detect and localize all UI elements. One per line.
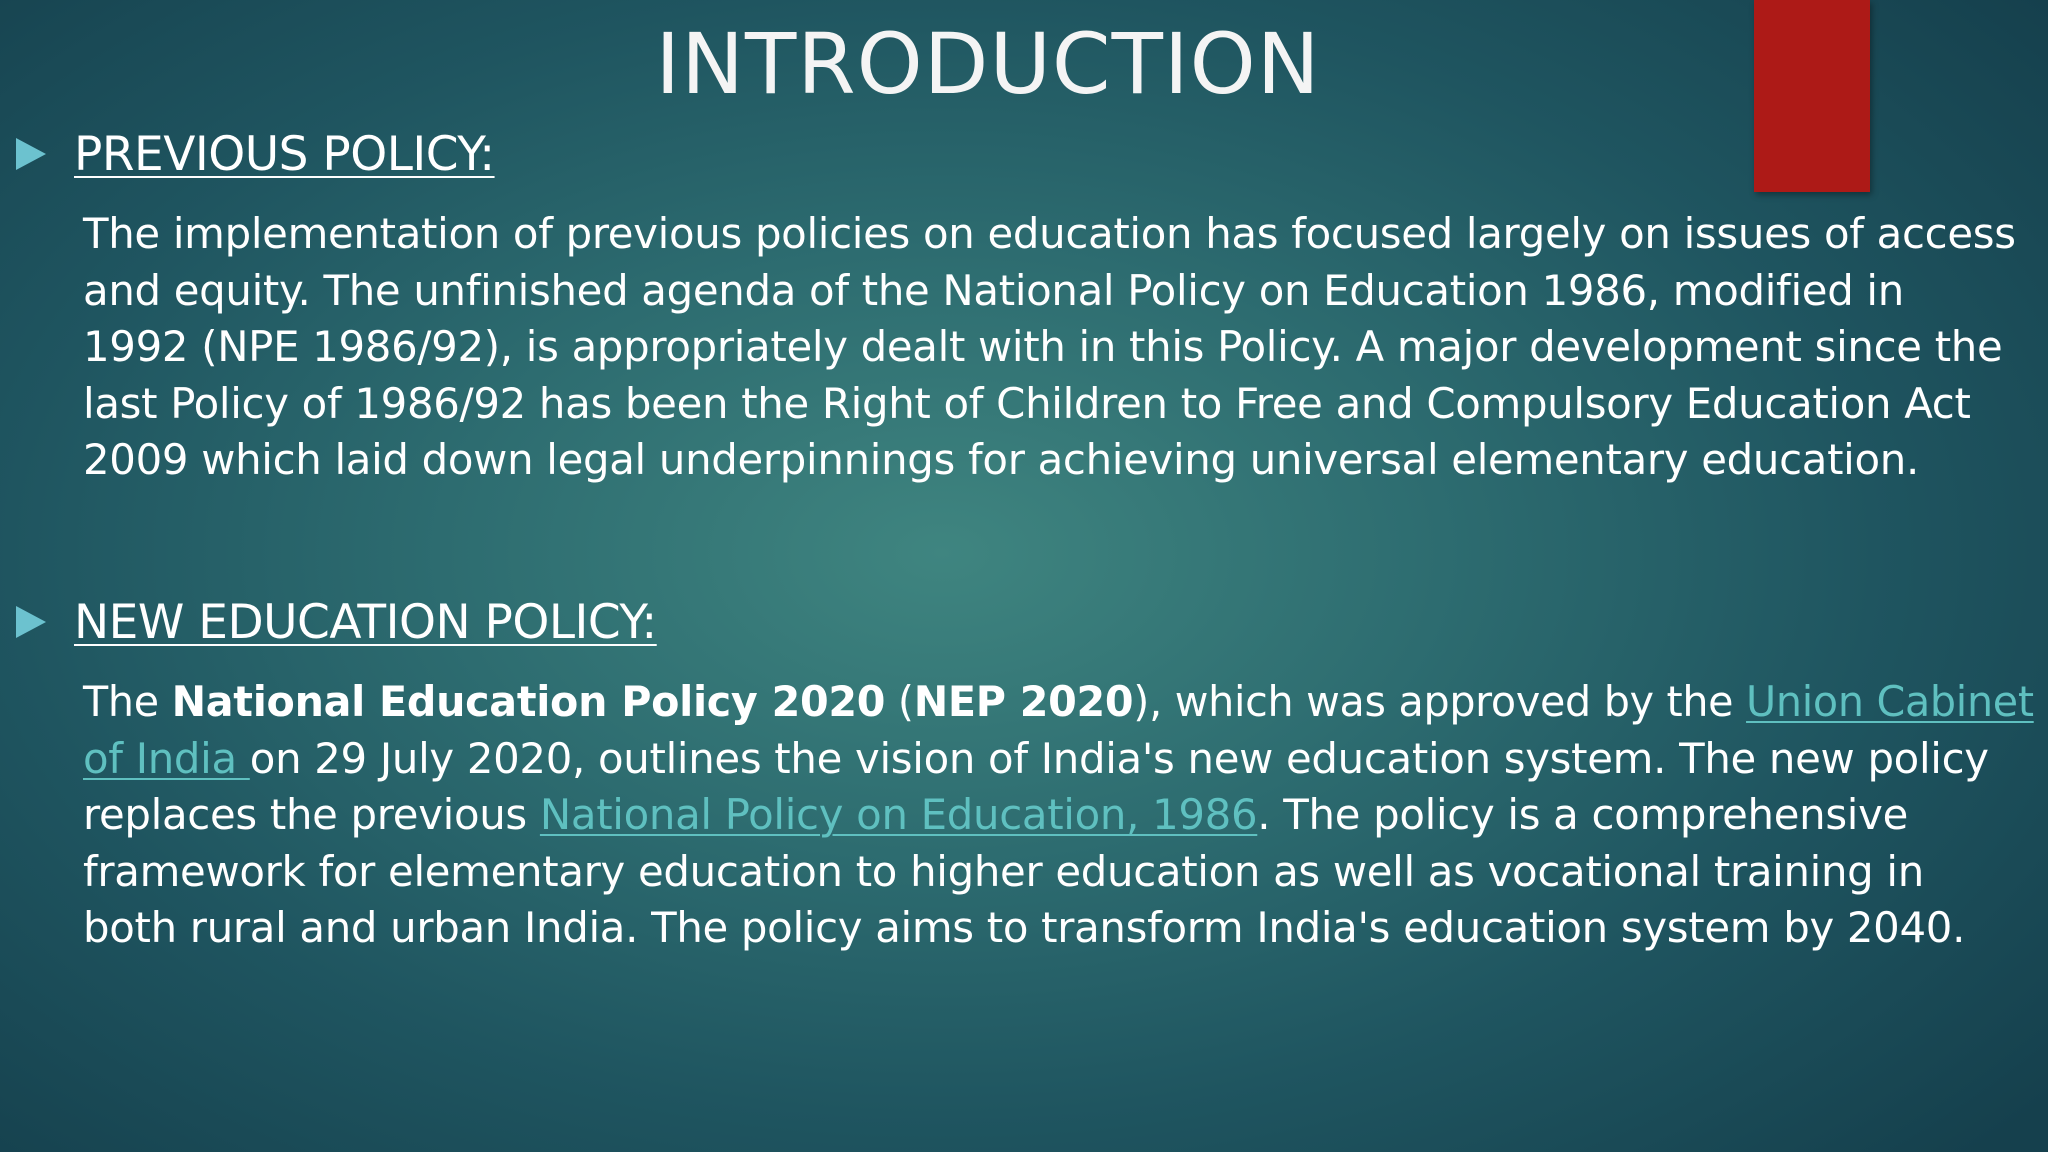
section-heading-previous-policy — [16, 124, 495, 184]
paragraph-line: framework for elementary education to higher education as well as vocational training in — [83, 846, 1924, 896]
paragraph-line: The implementation of previous policies on education has focused largely on issues of access — [83, 209, 2016, 258]
paragraph-line — [83, 731, 2034, 788]
text-run: replaces the previous — [83, 790, 540, 839]
paragraph-line: both rural and urban India. The policy aims to transform India's education system by 2040. — [83, 903, 1966, 952]
triangle-bullet-icon — [16, 138, 46, 170]
section-heading-label: NEW EDUCATION POLICY: — [74, 594, 657, 650]
section-heading-new-education-policy — [16, 592, 657, 652]
new-policy-paragraph — [83, 674, 2043, 957]
text-run: . The policy is a comprehensive — [1257, 790, 1908, 839]
union-cabinet-link[interactable]: of India — [83, 733, 250, 783]
paragraph-line: 1992 (NPE 1986/92), is appropriately dealt with in this Policy. A major development since the — [83, 322, 2003, 371]
triangle-bullet-icon — [16, 606, 46, 638]
text-run: ), which was approved by the — [1133, 677, 1747, 726]
previous-policy-paragraph — [83, 206, 2043, 489]
bold-text-nep-abbrev: NEP 2020 — [913, 677, 1134, 726]
text-run: on 29 July 2020, outlines the vision of India's new education system. The new policy — [249, 733, 1989, 783]
bold-text-nep-name: National Education Policy 2020 — [171, 677, 886, 726]
national-policy-1986-link[interactable]: National Policy on Education, 1986 — [539, 790, 1258, 839]
paragraph-line: 2009 which laid down legal underpinnings for achieving universal elementary education. — [83, 435, 1919, 484]
paragraph-line: last Policy of 1986/92 has been the Right of Children to Free and Compulsory Education Act — [83, 378, 1971, 428]
slide-title: INTRODUCTION — [655, 15, 1321, 113]
text-run: The — [83, 677, 172, 726]
paragraph-line — [83, 787, 2034, 844]
text-run: ( — [885, 677, 914, 726]
section-heading-label: PREVIOUS POLICY: — [74, 126, 495, 182]
union-cabinet-link[interactable]: Union Cabinet — [1746, 677, 2034, 726]
paragraph-line — [83, 674, 2034, 731]
paragraph-line: and equity. The unfinished agenda of the National Policy on Education 1986, modified in — [83, 265, 1904, 315]
